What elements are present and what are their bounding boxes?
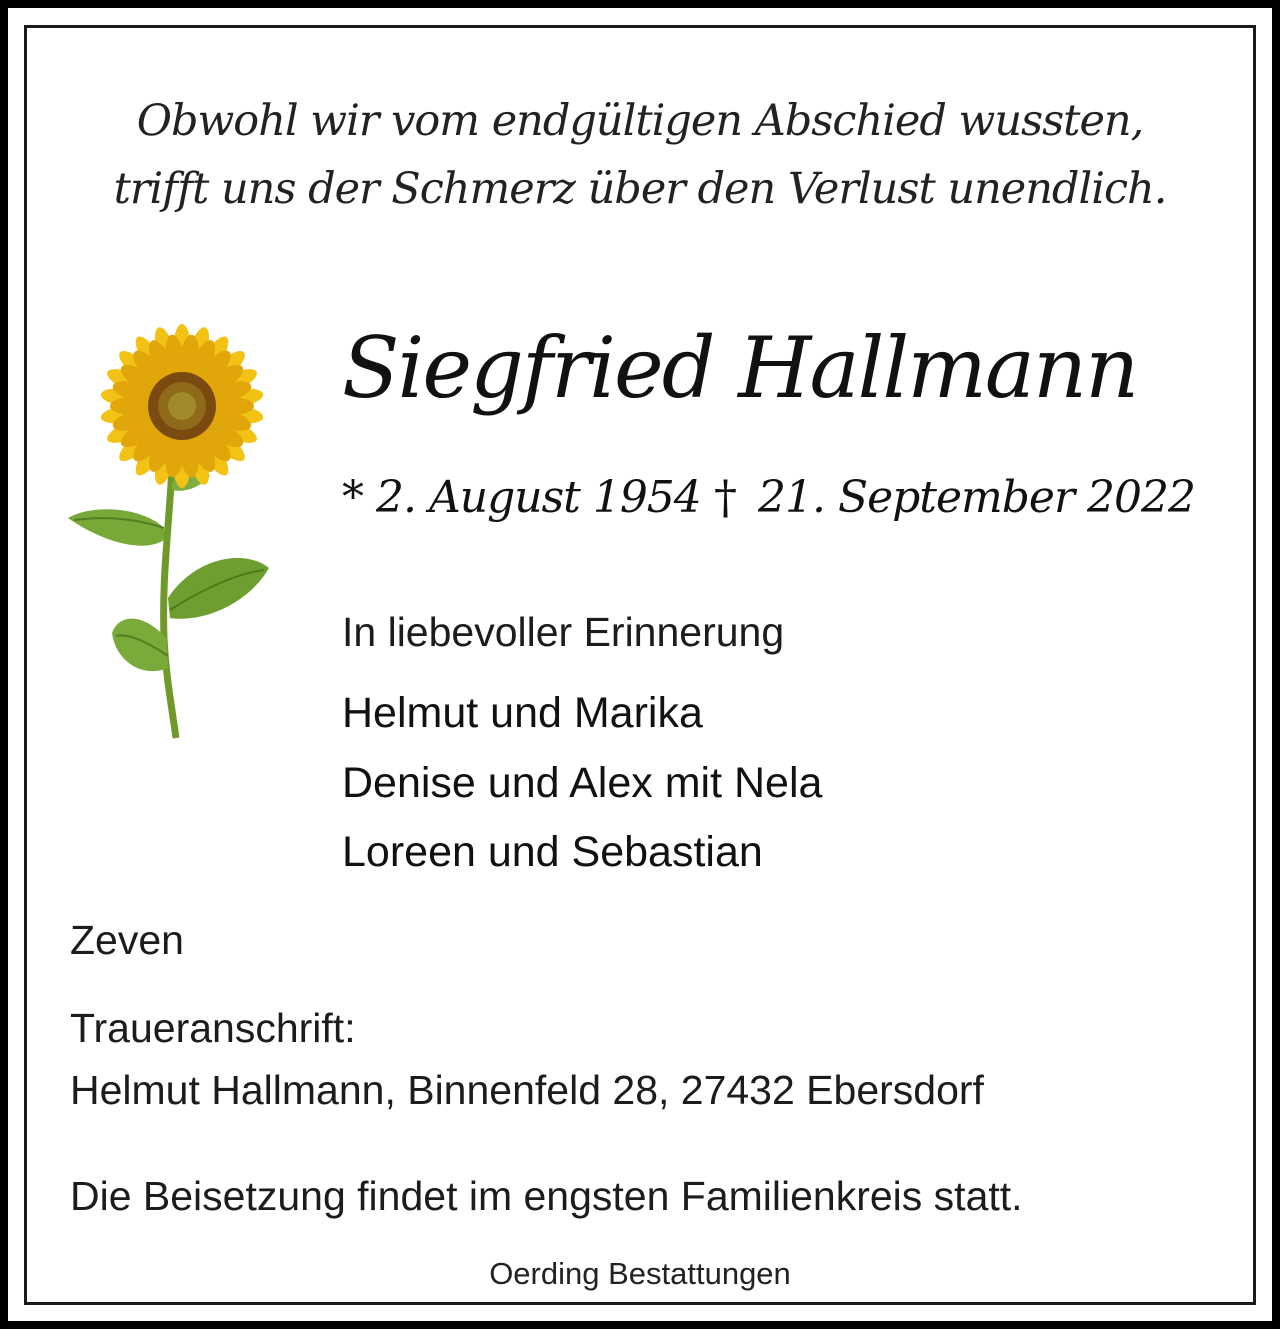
family-line: Loreen und Sebastian <box>342 828 763 876</box>
address-line: Helmut Hallmann, Binnenfeld 28, 27432 Ebersdorf <box>70 1067 984 1113</box>
burial-note: Die Beisetzung findet im engsten Familienkreis statt. <box>70 1173 1023 1219</box>
remembrance-text: In liebevoller Erinnerung <box>342 609 785 655</box>
place-text: Zeven <box>70 917 184 963</box>
birth-date: * 2. August 1954 <box>342 472 701 523</box>
family-line: Helmut und Marika <box>342 689 703 737</box>
family-line: Denise und Alex mit Nela <box>342 759 823 807</box>
address-label: Traueranschrift: <box>70 1005 356 1051</box>
obituary-card <box>8 8 1272 1321</box>
undertaker-name: Oerding Bestattungen <box>489 1256 791 1291</box>
verse-line-2: trifft uns der Schmerz über den Verlust unendlich. <box>113 164 1167 214</box>
verse-line-1: Obwohl wir vom endgültigen Abschied wussten, <box>136 96 1144 146</box>
sunflower-icon <box>64 318 284 748</box>
cross-icon: † <box>714 470 736 524</box>
deceased-name: Siegfried Hallmann <box>342 319 1138 417</box>
death-date: 21. September 2022 <box>758 472 1195 523</box>
